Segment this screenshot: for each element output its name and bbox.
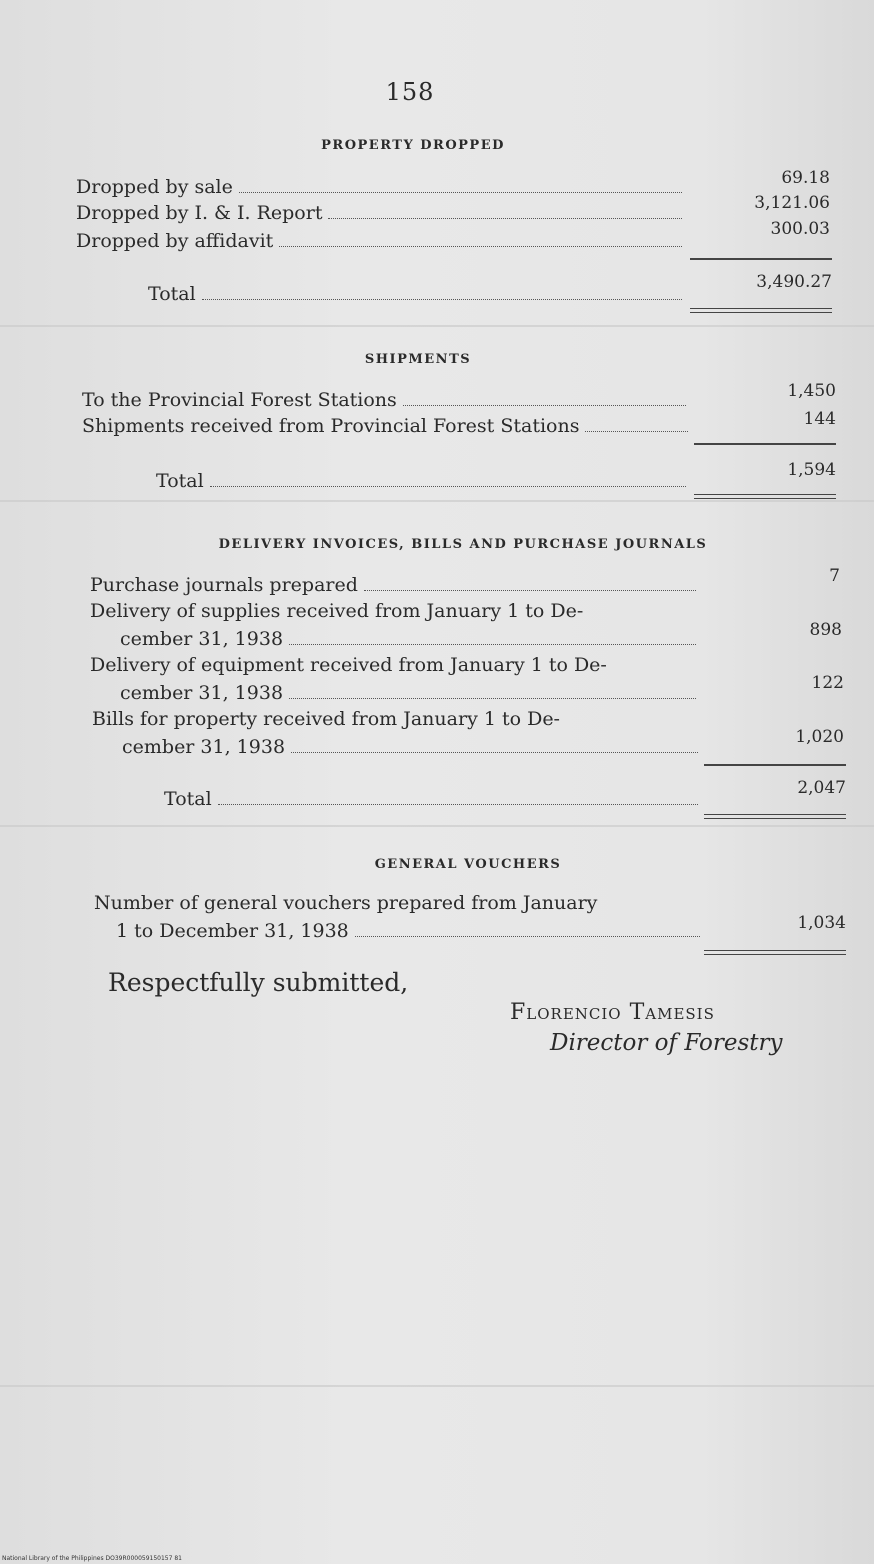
voucher-row-value: 1,034 — [797, 913, 846, 933]
total-double-rule — [694, 494, 836, 499]
leader-dots — [364, 589, 696, 591]
delivery-row-label: cember 31, 1938 — [120, 628, 284, 650]
leader-dots — [239, 191, 682, 193]
leader-dots — [403, 404, 686, 406]
leader-dots — [289, 643, 696, 645]
delivery-row-label: Delivery of supplies received from January 1 to De- — [90, 600, 584, 622]
page-crease — [0, 500, 874, 502]
total-double-rule — [704, 814, 846, 819]
leader-dots — [218, 803, 698, 805]
section-title-general-vouchers: GENERAL VOUCHERS — [374, 857, 562, 872]
shipment-row-label: Shipments received from Provincial Forest Stations — [82, 415, 580, 437]
page-crease — [0, 825, 874, 827]
shipment-row-value: 1,450 — [787, 381, 836, 401]
property-row-label: Dropped by sale — [76, 176, 233, 198]
delivery-row-label: Purchase journals prepared — [90, 574, 358, 596]
signature-title: Director of Forestry — [550, 1030, 783, 1056]
total-row — [156, 470, 692, 492]
delivery-row-label: Delivery of equipment received from January 1 to De- — [90, 654, 607, 676]
total-label: Total — [164, 788, 212, 810]
shipment-row — [82, 415, 694, 437]
shipment-row-label: To the Provincial Forest Stations — [82, 389, 397, 411]
subtotal-rule — [690, 258, 832, 260]
total-row — [148, 283, 688, 305]
page-crease — [0, 1385, 874, 1387]
voucher-row-line2 — [116, 920, 706, 942]
leader-dots — [291, 751, 698, 753]
delivery-row-value: 122 — [811, 673, 844, 693]
archive-footer: National Library of the Philippines DO39R000059150157 81 — [2, 1555, 182, 1562]
section-title-property-dropped: PROPERTY DROPPED — [321, 138, 505, 153]
leader-dots — [210, 485, 686, 487]
leader-dots — [289, 697, 696, 699]
subtotal-rule — [704, 764, 846, 766]
property-row-value: 300.03 — [770, 219, 830, 239]
leader-dots — [328, 217, 682, 219]
total-value: 1,594 — [787, 460, 836, 480]
shipment-row-value: 144 — [803, 409, 836, 429]
total-label: Total — [156, 470, 204, 492]
delivery-row-line2 — [122, 736, 704, 758]
leader-dots — [585, 430, 688, 432]
delivery-row-label: cember 31, 1938 — [122, 736, 286, 758]
property-row-label: Dropped by affidavit — [76, 230, 274, 252]
property-row — [76, 230, 688, 252]
property-row — [76, 202, 688, 224]
page-crease — [0, 325, 874, 327]
voucher-row-label: 1 to December 31, 1938 — [116, 920, 349, 942]
delivery-row-line1 — [90, 600, 702, 622]
delivery-row-label: Bills for property received from January 1 to De- — [92, 708, 560, 730]
delivery-row-line2 — [120, 628, 702, 650]
property-row-value: 69.18 — [781, 168, 830, 188]
leader-dots — [355, 935, 700, 937]
leader-dots — [279, 245, 682, 247]
total-double-rule — [690, 308, 832, 313]
delivery-row-line1 — [92, 708, 704, 730]
section-title-delivery: DELIVERY INVOICES, BILLS AND PURCHASE JOURNALS — [218, 537, 708, 552]
delivery-row-label: cember 31, 1938 — [120, 682, 284, 704]
delivery-row-line1 — [90, 654, 702, 676]
total-value: 2,047 — [797, 778, 846, 798]
voucher-row-line1 — [94, 892, 706, 914]
subtotal-rule — [694, 443, 836, 445]
total-value: 3,490.27 — [756, 272, 832, 292]
page-number: 158 — [385, 78, 435, 106]
delivery-row-value: 7 — [829, 566, 840, 586]
total-label: Total — [148, 283, 196, 305]
property-row-label: Dropped by I. & I. Report — [76, 202, 323, 224]
signature-name: Florencio Tamesis — [510, 1000, 715, 1025]
leader-dots — [202, 298, 682, 300]
property-row-value: 3,121.06 — [754, 193, 830, 213]
property-row — [76, 176, 688, 198]
closing-text: Respectfully submitted, — [108, 968, 409, 997]
voucher-row-label: Number of general vouchers prepared from January — [94, 892, 598, 914]
delivery-row-value: 1,020 — [795, 727, 844, 747]
total-row — [164, 788, 704, 810]
shipment-row — [82, 389, 692, 411]
delivery-row — [90, 574, 702, 596]
delivery-row-value: 898 — [809, 620, 842, 640]
section-title-shipments: SHIPMENTS — [364, 352, 472, 367]
total-double-rule — [704, 950, 846, 955]
delivery-row-line2 — [120, 682, 702, 704]
